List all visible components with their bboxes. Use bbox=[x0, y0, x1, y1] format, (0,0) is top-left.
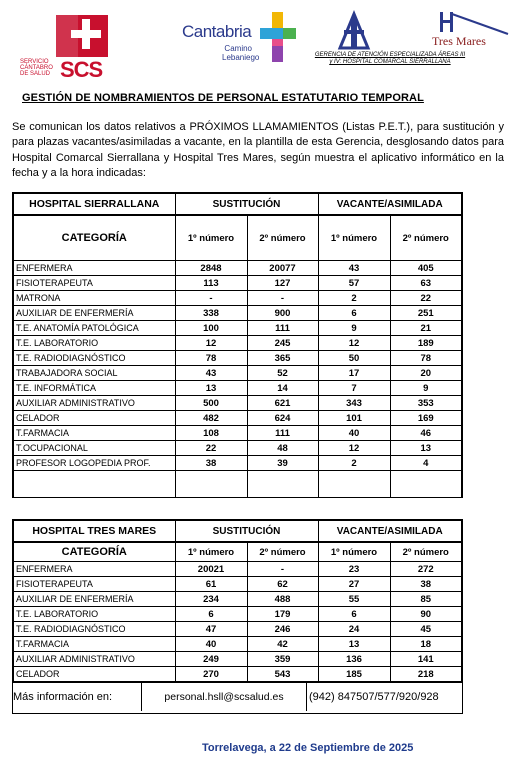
number-cell: - bbox=[247, 291, 318, 306]
number-cell: 38 bbox=[390, 577, 462, 592]
number-cell: 101 bbox=[318, 411, 390, 426]
segundo-numero-header: 2º número bbox=[390, 215, 462, 261]
number-cell: 39 bbox=[247, 456, 318, 471]
gerencia-emblem-icon bbox=[334, 10, 374, 50]
table-row bbox=[13, 366, 462, 381]
number-cell: 482 bbox=[175, 411, 247, 426]
number-cell: 38 bbox=[175, 456, 247, 471]
empty-cell bbox=[13, 471, 175, 498]
scs-name: SERVICIO CÁNTABRO DE SALUD bbox=[20, 59, 53, 77]
number-cell: 13 bbox=[175, 381, 247, 396]
scs-cross-icon bbox=[56, 15, 108, 57]
number-cell: 251 bbox=[390, 306, 462, 321]
number-cell: 272 bbox=[390, 562, 462, 577]
table-row bbox=[13, 321, 462, 336]
number-cell: 40 bbox=[175, 637, 247, 652]
number-cell: 2 bbox=[318, 291, 390, 306]
number-cell: 249 bbox=[175, 652, 247, 667]
number-cell: 27 bbox=[318, 577, 390, 592]
number-cell: 169 bbox=[390, 411, 462, 426]
tres-mares-roof-icon bbox=[430, 10, 514, 36]
category-cell: T.FARMACIA bbox=[13, 637, 175, 652]
number-cell: - bbox=[247, 562, 318, 577]
category-cell: ENFERMERA bbox=[13, 562, 175, 577]
table-row bbox=[13, 607, 462, 622]
number-cell: 343 bbox=[318, 396, 390, 411]
category-cell: T.E. ANATOMÍA PATOLÓGICA bbox=[13, 321, 175, 336]
number-cell: 359 bbox=[247, 652, 318, 667]
number-cell: 22 bbox=[390, 291, 462, 306]
cantabria-word: Cantabria bbox=[182, 22, 252, 41]
number-cell: 22 bbox=[175, 441, 247, 456]
category-cell: T.OCUPACIONAL bbox=[13, 441, 175, 456]
number-cell: 111 bbox=[247, 426, 318, 441]
header-logos bbox=[18, 10, 513, 82]
category-cell: CELADOR bbox=[13, 667, 175, 682]
category-cell: AUXILIAR DE ENFERMERÍA bbox=[13, 306, 175, 321]
category-cell: AUXILIAR DE ENFERMERÍA bbox=[13, 592, 175, 607]
category-cell: T.E. RADIODIAGNÓSTICO bbox=[13, 622, 175, 637]
tres-mares-text: Tres Mares bbox=[432, 34, 486, 48]
category-cell: CELADOR bbox=[13, 411, 175, 426]
number-cell: 234 bbox=[175, 592, 247, 607]
number-cell: 21 bbox=[390, 321, 462, 336]
number-cell: 13 bbox=[318, 637, 390, 652]
category-cell: T.E. LABORATORIO bbox=[13, 336, 175, 351]
number-cell: 40 bbox=[318, 426, 390, 441]
primer-numero-header: 1º número bbox=[318, 215, 390, 261]
number-cell: 100 bbox=[175, 321, 247, 336]
number-cell: 245 bbox=[247, 336, 318, 351]
number-cell: 365 bbox=[247, 351, 318, 366]
table-row bbox=[13, 622, 462, 637]
sustitucion-header: SUSTITUCIÓN bbox=[175, 520, 318, 542]
sierrallana-table bbox=[12, 192, 463, 498]
number-cell: 405 bbox=[390, 261, 462, 276]
number-cell: 23 bbox=[318, 562, 390, 577]
number-cell: 63 bbox=[390, 276, 462, 291]
table-row bbox=[13, 291, 462, 306]
segundo-numero-header: 2º número bbox=[247, 542, 318, 562]
category-cell: MATRONA bbox=[13, 291, 175, 306]
categoria-header: CATEGORÍA bbox=[13, 542, 175, 562]
category-cell: T.FARMACIA bbox=[13, 426, 175, 441]
number-cell: 18 bbox=[390, 637, 462, 652]
number-cell: 900 bbox=[247, 306, 318, 321]
vacante-header: VACANTE/ASIMILADA bbox=[318, 193, 462, 215]
table-row bbox=[13, 562, 462, 577]
table-row bbox=[13, 276, 462, 291]
number-cell: 4 bbox=[390, 456, 462, 471]
number-cell: 6 bbox=[318, 607, 390, 622]
number-cell: 78 bbox=[390, 351, 462, 366]
cantabria-logo bbox=[182, 10, 300, 80]
number-cell: - bbox=[175, 291, 247, 306]
table-row bbox=[13, 351, 462, 366]
cantabria-sub: Camino Lebaniego bbox=[222, 44, 260, 62]
number-cell: 141 bbox=[390, 652, 462, 667]
category-cell: T.E. LABORATORIO bbox=[13, 607, 175, 622]
number-cell: 42 bbox=[247, 637, 318, 652]
table-row bbox=[13, 577, 462, 592]
vacante-header: VACANTE/ASIMILADA bbox=[318, 520, 462, 542]
contact-phone: (942) 847507/577/920/928 bbox=[309, 691, 439, 703]
scs-abbr: SCS bbox=[60, 57, 103, 82]
category-cell: T.E. RADIODIAGNÓSTICO bbox=[13, 351, 175, 366]
categoria-header: CATEGORÍA bbox=[13, 215, 175, 261]
intro-paragraph: Se comunican los datos relativos a PRÓXIMOS LLAMAMIENTOS (Listas P.E.T.), para sustitución y para plazas vacantes/asimiladas a vacante, en la plantilla de esta Gerencia, desglosando datos para Hospital Comarcal Sierrallana y Hospital Tres Mares, según muestra el aplicativo informático en la fecha y a la hora indicadas: bbox=[12, 121, 504, 180]
number-cell: 90 bbox=[390, 607, 462, 622]
number-cell: 24 bbox=[318, 622, 390, 637]
number-cell: 543 bbox=[247, 667, 318, 682]
number-cell: 185 bbox=[318, 667, 390, 682]
number-cell: 338 bbox=[175, 306, 247, 321]
number-cell: 78 bbox=[175, 351, 247, 366]
blank-row bbox=[13, 471, 462, 498]
number-cell: 46 bbox=[390, 426, 462, 441]
table-row bbox=[13, 411, 462, 426]
number-cell: 12 bbox=[318, 441, 390, 456]
place-date: Torrelavega, a 22 de Septiembre de 2025 bbox=[202, 742, 414, 754]
info-label: Más información en: bbox=[13, 691, 113, 703]
number-cell: 50 bbox=[318, 351, 390, 366]
table-row bbox=[13, 426, 462, 441]
sustitucion-header: SUSTITUCIÓN bbox=[175, 193, 318, 215]
camino-cross-icon bbox=[258, 10, 298, 64]
number-cell: 7 bbox=[318, 381, 390, 396]
number-cell: 127 bbox=[247, 276, 318, 291]
empty-cell bbox=[390, 471, 462, 498]
number-cell: 353 bbox=[390, 396, 462, 411]
table-row bbox=[13, 336, 462, 351]
category-cell: AUXILIAR ADMINISTRATIVO bbox=[13, 396, 175, 411]
contact-info bbox=[12, 682, 463, 714]
hospital-header: HOSPITAL TRES MARES bbox=[13, 520, 175, 542]
number-cell: 52 bbox=[247, 366, 318, 381]
segundo-numero-header: 2º número bbox=[390, 542, 462, 562]
number-cell: 20021 bbox=[175, 562, 247, 577]
number-cell: 6 bbox=[175, 607, 247, 622]
number-cell: 20 bbox=[390, 366, 462, 381]
number-cell: 136 bbox=[318, 652, 390, 667]
number-cell: 12 bbox=[318, 336, 390, 351]
number-cell: 12 bbox=[175, 336, 247, 351]
number-cell: 20077 bbox=[247, 261, 318, 276]
category-cell: AUXILIAR ADMINISTRATIVO bbox=[13, 652, 175, 667]
primer-numero-header: 1º número bbox=[175, 542, 247, 562]
primer-numero-header: 1º número bbox=[175, 215, 247, 261]
number-cell: 55 bbox=[318, 592, 390, 607]
number-cell: 2848 bbox=[175, 261, 247, 276]
hospital-header: HOSPITAL SIERRALLANA bbox=[13, 193, 175, 215]
category-cell: ENFERMERA bbox=[13, 261, 175, 276]
number-cell: 48 bbox=[247, 441, 318, 456]
primer-numero-header: 1º número bbox=[318, 542, 390, 562]
number-cell: 108 bbox=[175, 426, 247, 441]
empty-cell bbox=[247, 471, 318, 498]
number-cell: 270 bbox=[175, 667, 247, 682]
category-cell: T.E. INFORMÁTICA bbox=[13, 381, 175, 396]
empty-cell bbox=[175, 471, 247, 498]
scs-logo bbox=[18, 15, 128, 81]
number-cell: 111 bbox=[247, 321, 318, 336]
number-cell: 488 bbox=[247, 592, 318, 607]
number-cell: 621 bbox=[247, 396, 318, 411]
number-cell: 43 bbox=[318, 261, 390, 276]
category-cell: FISIOTERAPEUTA bbox=[13, 577, 175, 592]
number-cell: 43 bbox=[175, 366, 247, 381]
number-cell: 246 bbox=[247, 622, 318, 637]
table-row bbox=[13, 306, 462, 321]
number-cell: 62 bbox=[247, 577, 318, 592]
document-title: GESTIÓN DE NOMBRAMIENTOS DE PERSONAL ESTATUTARIO TEMPORAL bbox=[22, 92, 424, 104]
number-cell: 57 bbox=[318, 276, 390, 291]
number-cell: 47 bbox=[175, 622, 247, 637]
number-cell: 61 bbox=[175, 577, 247, 592]
tres-mares-table bbox=[12, 519, 463, 682]
number-cell: 113 bbox=[175, 276, 247, 291]
category-cell: FISIOTERAPEUTA bbox=[13, 276, 175, 291]
table-row bbox=[13, 652, 462, 667]
table-row bbox=[13, 441, 462, 456]
table-row bbox=[13, 592, 462, 607]
contact-email-link[interactable]: personal.hsll@scsalud.es bbox=[141, 683, 307, 711]
table-row bbox=[13, 456, 462, 471]
table-row bbox=[13, 396, 462, 411]
number-cell: 500 bbox=[175, 396, 247, 411]
table-row bbox=[13, 261, 462, 276]
number-cell: 9 bbox=[390, 381, 462, 396]
number-cell: 9 bbox=[318, 321, 390, 336]
number-cell: 45 bbox=[390, 622, 462, 637]
number-cell: 179 bbox=[247, 607, 318, 622]
number-cell: 2 bbox=[318, 456, 390, 471]
number-cell: 17 bbox=[318, 366, 390, 381]
category-cell: PROFESOR LOGOPEDIA PROF. bbox=[13, 456, 175, 471]
number-cell: 218 bbox=[390, 667, 462, 682]
category-cell: TRABAJADORA SOCIAL bbox=[13, 366, 175, 381]
table-row bbox=[13, 667, 462, 682]
number-cell: 6 bbox=[318, 306, 390, 321]
number-cell: 189 bbox=[390, 336, 462, 351]
segundo-numero-header: 2º número bbox=[247, 215, 318, 261]
table-row bbox=[13, 637, 462, 652]
number-cell: 624 bbox=[247, 411, 318, 426]
tres-mares-logo bbox=[430, 10, 514, 52]
number-cell: 85 bbox=[390, 592, 462, 607]
number-cell: 13 bbox=[390, 441, 462, 456]
number-cell: 14 bbox=[247, 381, 318, 396]
gerencia-text: GERENCIA DE ATENCIÓN ESPECIALIZADA ÁREAS III y IV: HOSPITAL COMARCAL SIERRALLANA bbox=[314, 52, 466, 65]
empty-cell bbox=[318, 471, 390, 498]
table-row bbox=[13, 381, 462, 396]
